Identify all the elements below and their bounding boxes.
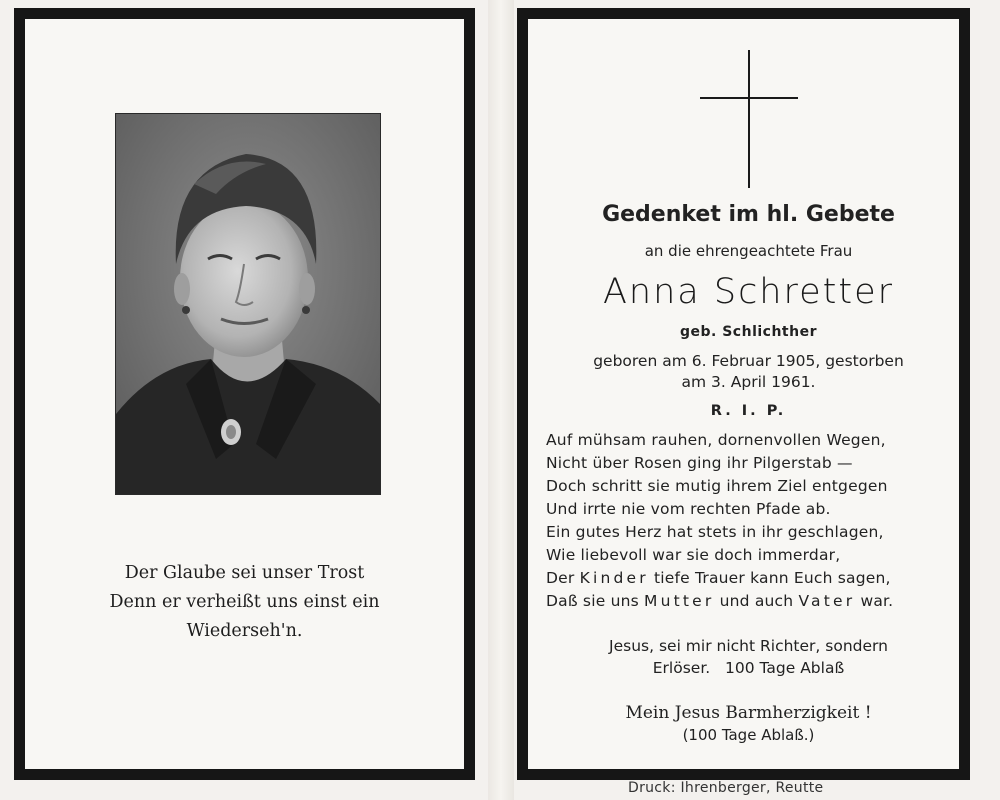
poem-line-7-emphasis: Kinder bbox=[579, 569, 649, 587]
quote-line-3: Wiederseh'n. bbox=[186, 621, 303, 641]
poem-line-7-part-c: tiefe Trauer kann Euch sagen, bbox=[648, 569, 891, 587]
portrait-photo bbox=[115, 113, 381, 495]
poem-line-8-emphasis-mother: Mutter bbox=[644, 592, 715, 610]
poem-line-7-part-a: Der bbox=[546, 569, 580, 587]
poem-line-3: Doch schritt sie mutig ihrem Ziel entgegen bbox=[546, 477, 888, 495]
birth-line: geboren am 6. Februar 1905, gestorben bbox=[593, 352, 904, 370]
cross-icon bbox=[700, 50, 798, 190]
printer-credit: Druck: Ihrenberger, Reutte bbox=[628, 780, 824, 796]
prayer-1-line-1: Jesus, sei mir nicht Richter, sondern bbox=[609, 637, 888, 655]
quote-line-1: Der Glaube sei unser Trost bbox=[124, 563, 365, 583]
card-fold bbox=[488, 0, 514, 800]
poem-line-2: Nicht über Rosen ging ihr Pilgerstab — bbox=[546, 454, 853, 472]
poem-line-8-part-c: und auch bbox=[714, 592, 799, 610]
poem-line-6: Wie liebevoll war sie doch immerdar, bbox=[546, 546, 841, 564]
poem-line-8-emphasis-father: Vater bbox=[798, 592, 856, 610]
prayer-2-line-1: Mein Jesus Barmherzigkeit ! bbox=[625, 703, 872, 723]
poem-line-4: Und irrte nie vom rechten Pfade ab. bbox=[546, 500, 831, 518]
poem-line-1: Auf mühsam rauhen, dornenvollen Wegen, bbox=[546, 431, 886, 449]
poem-line-8 bbox=[546, 592, 893, 610]
heading: Gedenket im hl. Gebete bbox=[602, 202, 895, 227]
prayer-1-line-2: Erlöser. 100 Tage Ablaß bbox=[652, 659, 845, 677]
death-line: am 3. April 1961. bbox=[681, 373, 816, 391]
poem-line-5: Ein gutes Herz hat stets in ihr geschlagen, bbox=[546, 523, 884, 541]
poem-line-7 bbox=[546, 569, 891, 587]
intro-line: an die ehrengeachtete Frau bbox=[644, 242, 853, 260]
deceased-name: Anna Schretter bbox=[602, 272, 895, 312]
poem-line-8-part-e: war. bbox=[855, 592, 894, 610]
prayer-2-line-2: (100 Tage Ablaß.) bbox=[682, 726, 815, 744]
quote-line-2: Denn er verheißt uns einst ein bbox=[109, 592, 380, 612]
poem-line-8-part-a: Daß sie uns bbox=[546, 592, 645, 610]
rip-label: R. I. P. bbox=[710, 403, 787, 419]
maiden-name: geb. Schlichther bbox=[679, 324, 817, 340]
